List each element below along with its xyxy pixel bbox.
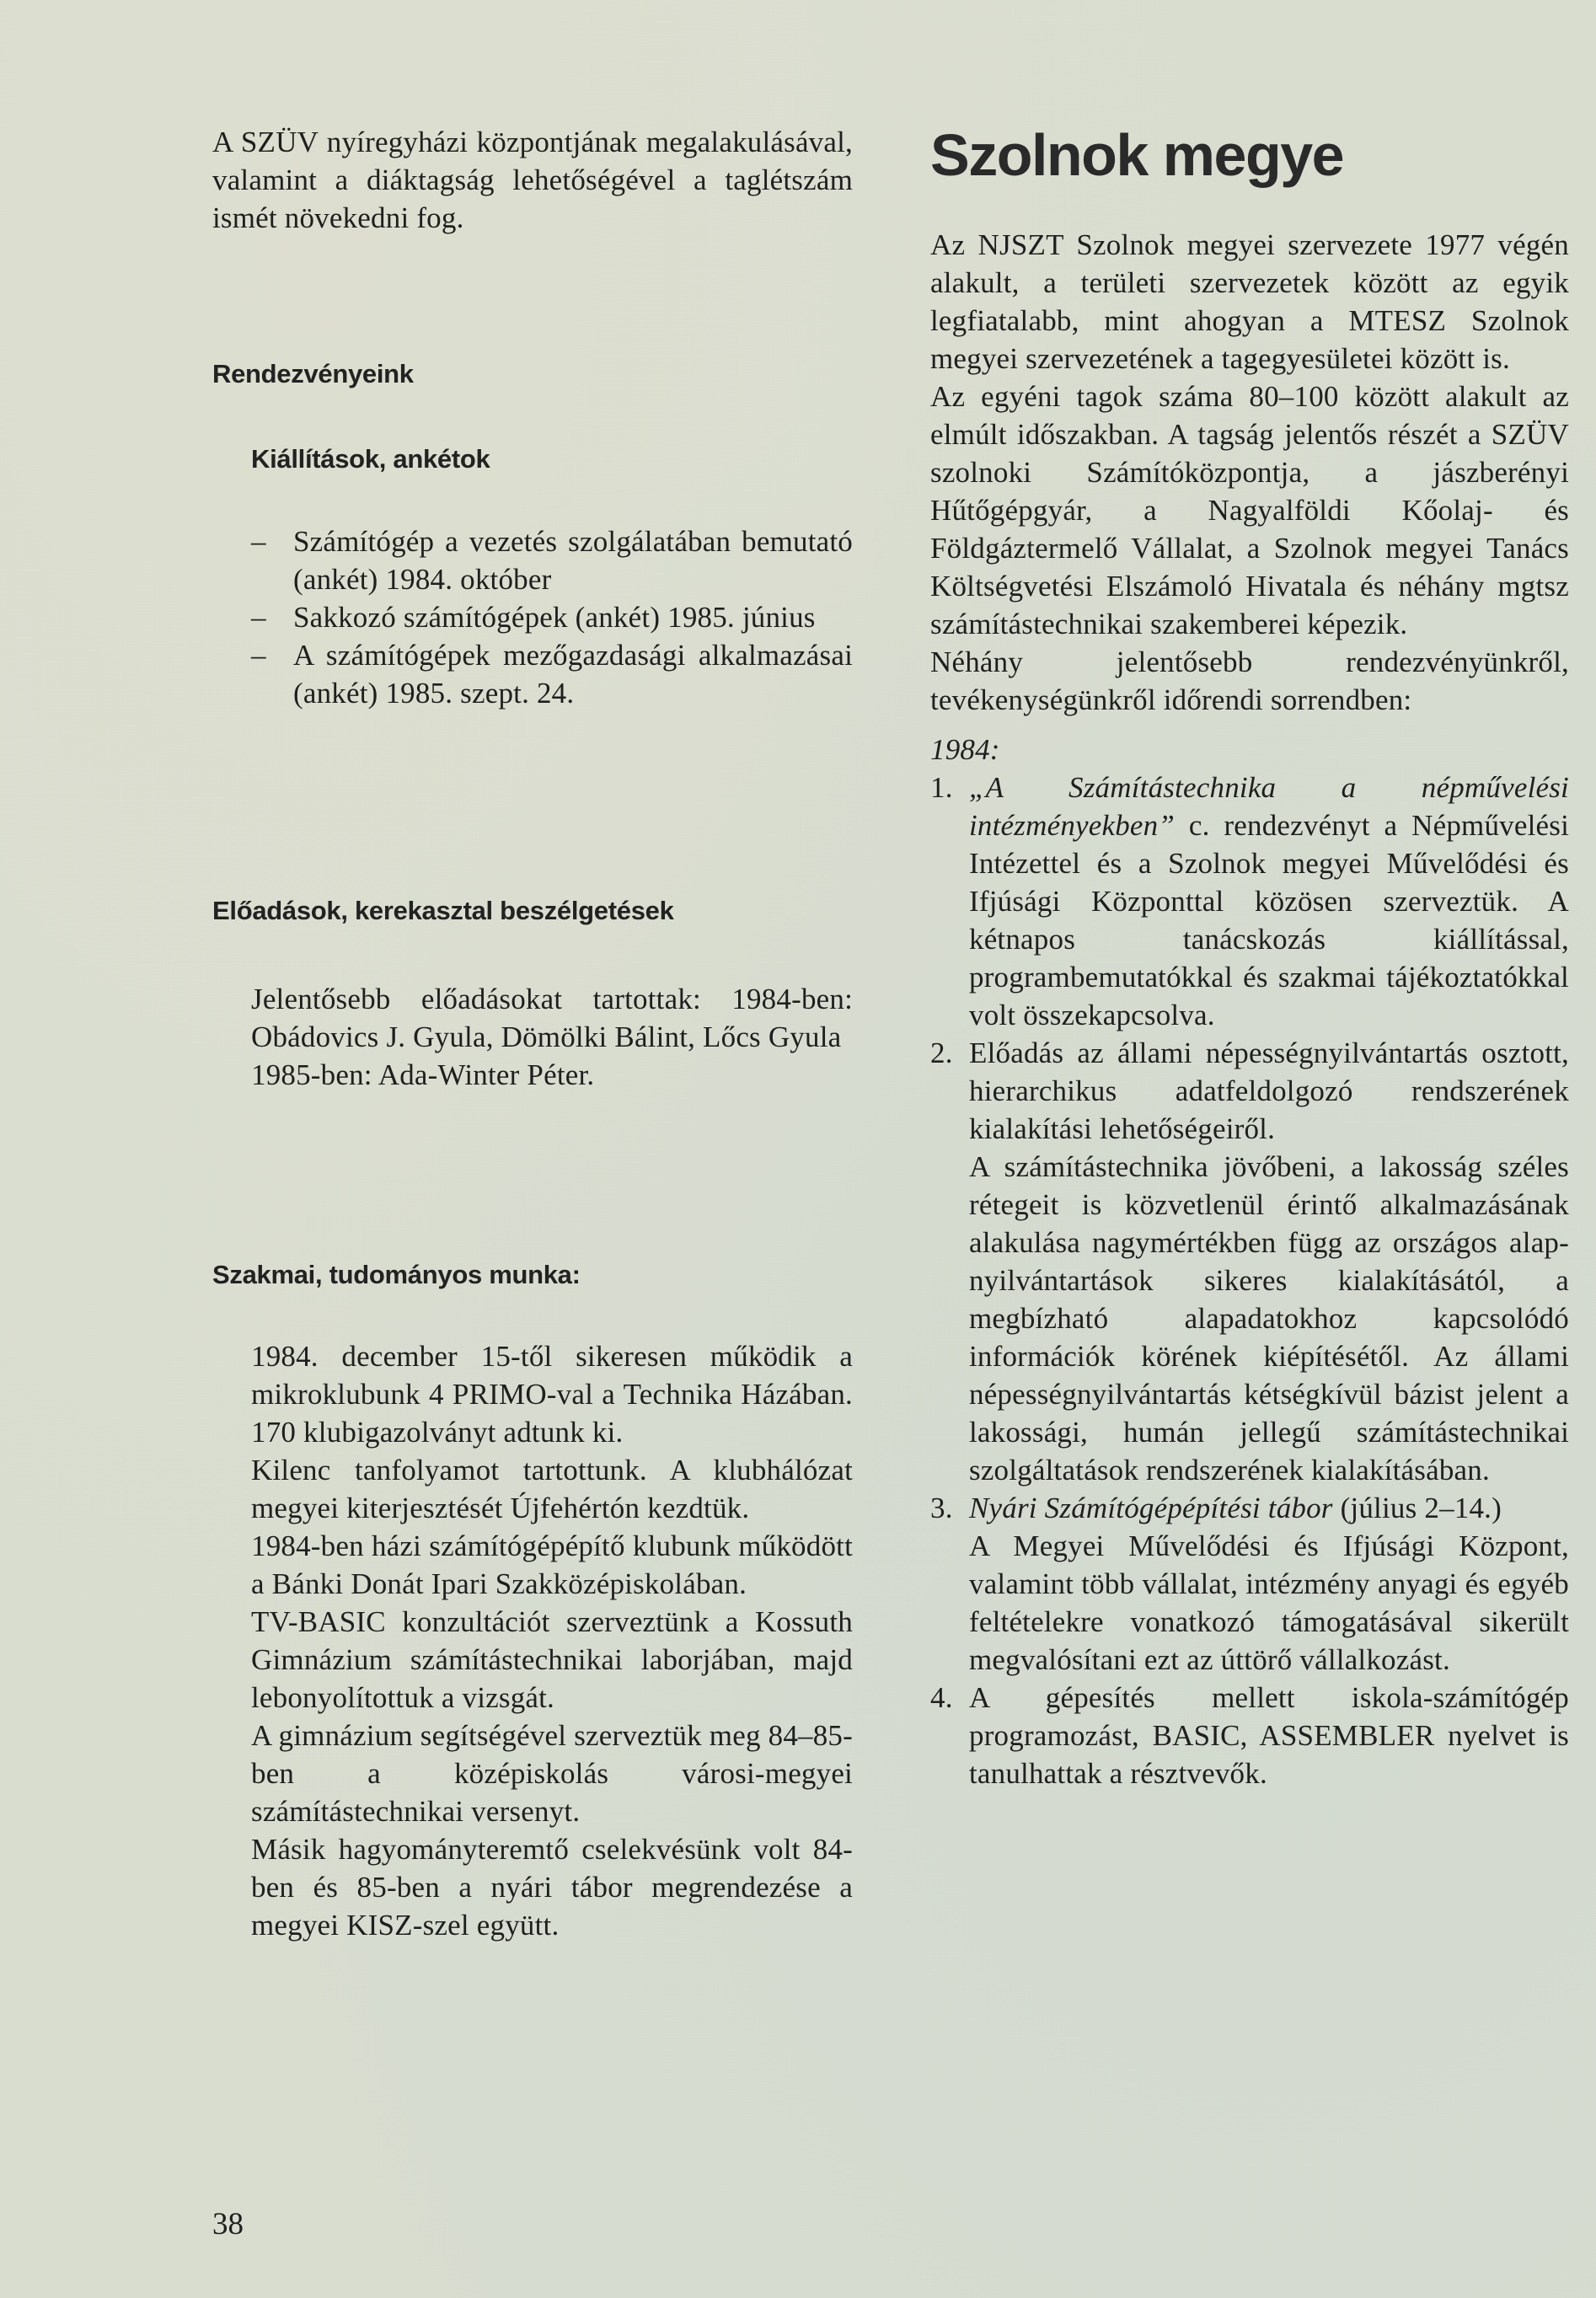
article-body bbox=[930, 226, 1569, 1792]
professional-paragraph: Másik hagyományteremtő cselekvésünk volt 84-ben és 85-ben a nyári tábor megrendezése a megyei KISZ-szel együtt. bbox=[251, 1833, 853, 1942]
list-item-text: Sakkozó számítógépek (ankét) 1985. június bbox=[293, 601, 816, 634]
article-title: Szolnok megye bbox=[930, 122, 1344, 188]
professional-paragraph: A gimnázium segítségével szerveztük meg 84–85-ben a középiskolás városi-megyei számítástechnikai versenyt. bbox=[251, 1719, 853, 1828]
year-label: 1984: bbox=[930, 733, 1000, 766]
event-text: Előadás az állami népességnyilvántartás osztott, hierarchikus adatfeldolgozó rendszerének kialakítási lehetőségeiről. bbox=[969, 1037, 1569, 1145]
lectures-paragraph: 1985-ben: Ada-Winter Péter. bbox=[251, 1058, 595, 1091]
event-text: (július 2–14.) bbox=[1332, 1492, 1502, 1524]
subheading-lectures: Előadások, kerekasztal beszélgetések bbox=[212, 896, 674, 925]
lectures-paragraph: Jelentősebb előadásokat tartottak: 1984-ben: Obádovics J. Gyula, Dömölki Bálint, Lőcs Gyula bbox=[251, 983, 853, 1053]
event-item bbox=[930, 1489, 1569, 1679]
dash-bullet: – bbox=[251, 525, 266, 558]
event-item bbox=[930, 1679, 1569, 1792]
list-item-text: A számítógépek mezőgazdasági alkalmazásai (ankét) 1985. szept. 24. bbox=[293, 639, 853, 710]
professional-paragraph: Kilenc tanfolyamot tartottunk. A klubhálózat megyei kiterjesztését Újfehértón kezdtük. bbox=[251, 1454, 853, 1524]
list-item bbox=[251, 636, 853, 712]
professional-paragraph: TV-BASIC konzultációt szerveztünk a Kossuth Gimnázium számítástechnikai laborjában, majd lebonyolítottuk a vizsgát. bbox=[251, 1605, 853, 1714]
event-item bbox=[930, 769, 1569, 1034]
dash-bullet: – bbox=[251, 639, 266, 672]
event-extra: A számítástechnika jövőbeni, a lakosság széles rétegeit is közvetlenül érintő alkalmazásának alakulása nagymértékben függ az országos alap-nyilvántartások sikeres kialakításától, a megbízható alapadatokhoz kapcsolódó információk körének kiépítésétől. Az állami népességnyilvántartás kétségkívül bázist jelent a lakossági, humán jellegű számítástechnikai szolgáltatások rendszerének kialakításában. bbox=[969, 1150, 1569, 1486]
event-number: 4. bbox=[930, 1681, 953, 1714]
list-item-text: Számítógép a vezetés szolgálatában bemutató (ankét) 1984. október bbox=[293, 525, 853, 596]
list-item bbox=[251, 598, 853, 636]
event-title: Nyári Számítógépépítési tábor bbox=[969, 1492, 1333, 1524]
event-title: „A Számítástechnika a népművelési intézményekben” bbox=[969, 771, 1569, 842]
event-number: 3. bbox=[930, 1492, 953, 1524]
page-number: 38 bbox=[212, 2207, 244, 2242]
lectures-body bbox=[251, 980, 853, 1094]
professional-paragraph: 1984-ben házi számítógépépítő klubunk működött a Bánki Donát Ipari Szakközépiskolában. bbox=[251, 1529, 853, 1600]
event-number: 1. bbox=[930, 771, 953, 804]
subheading-professional-work: Szakmai, tudományos munka: bbox=[212, 1260, 581, 1289]
list-item bbox=[251, 522, 853, 598]
body-paragraph: Néhány jelentősebb rendezvényünkről, tevékenységünkről időrendi sorrendben: bbox=[930, 645, 1569, 716]
section-heading-rendezvenyeink: Rendezvényeink bbox=[212, 359, 414, 388]
event-text: A gépesítés mellett iskola-számítógép programozást, BASIC, ASSEMBLER nyelvet is tanulhattak a résztvevők. bbox=[969, 1681, 1569, 1790]
body-paragraph: Az NJSZT Szolnok megyei szervezete 1977 végén alakult, a területi szervezetek között az egyik legfiatalabb, mint ahogyan a MTESZ Szolnok megyei szervezetének a tagegyesületei között is. bbox=[930, 228, 1569, 375]
subheading-exhibitions: Kiállítások, ankétok bbox=[251, 444, 490, 474]
professional-paragraph: 1984. december 15-től sikeresen működik a mikroklubunk 4 PRIMO-val a Technika Házában. 170 klubigazolványt adtunk ki. bbox=[251, 1340, 853, 1449]
exhibitions-list bbox=[251, 522, 853, 712]
intro-paragraph: A SZÜV nyíregyházi központjának megalakulásával, valamint a diáktagság lehetőségével a taglétszám ismét növekedni fog. bbox=[212, 126, 853, 234]
professional-work-body bbox=[251, 1337, 853, 1944]
dash-bullet: – bbox=[251, 601, 266, 634]
event-text: c. rendezvényt a Népművelési Intézettel és a Szolnok megyei Művelődési és Ifjúsági Központtal közösen szerveztük. A kétnapos tanácskozás kiállítással, programbemutatókkal és szakmai tájékoztatókkal volt összekapcsolva. bbox=[969, 809, 1569, 1031]
event-number: 2. bbox=[930, 1037, 953, 1069]
body-paragraph: Az egyéni tagok száma 80–100 között alakult az elmúlt időszakban. A tagság jelentős részét a SZÜV szolnoki Számítóközpontja, a jászberényi Hűtőgépgyár, a Nagyalföldi Kőolaj- és Földgáztermelő Vállalat, a Szolnok megyei Tanács Költségvetési Elszámoló Hivatala és néhány mgtsz számítástechnikai szakemberei képezik. bbox=[930, 380, 1569, 640]
event-item bbox=[930, 1034, 1569, 1489]
event-extra: A Megyei Művelődési és Ifjúsági Központ, valamint több vállalat, intézmény anyagi és egyéb feltételekre vonatkozó támogatásával sikerült megvalósítani ezt az úttörő vállalkozást. bbox=[969, 1529, 1569, 1676]
